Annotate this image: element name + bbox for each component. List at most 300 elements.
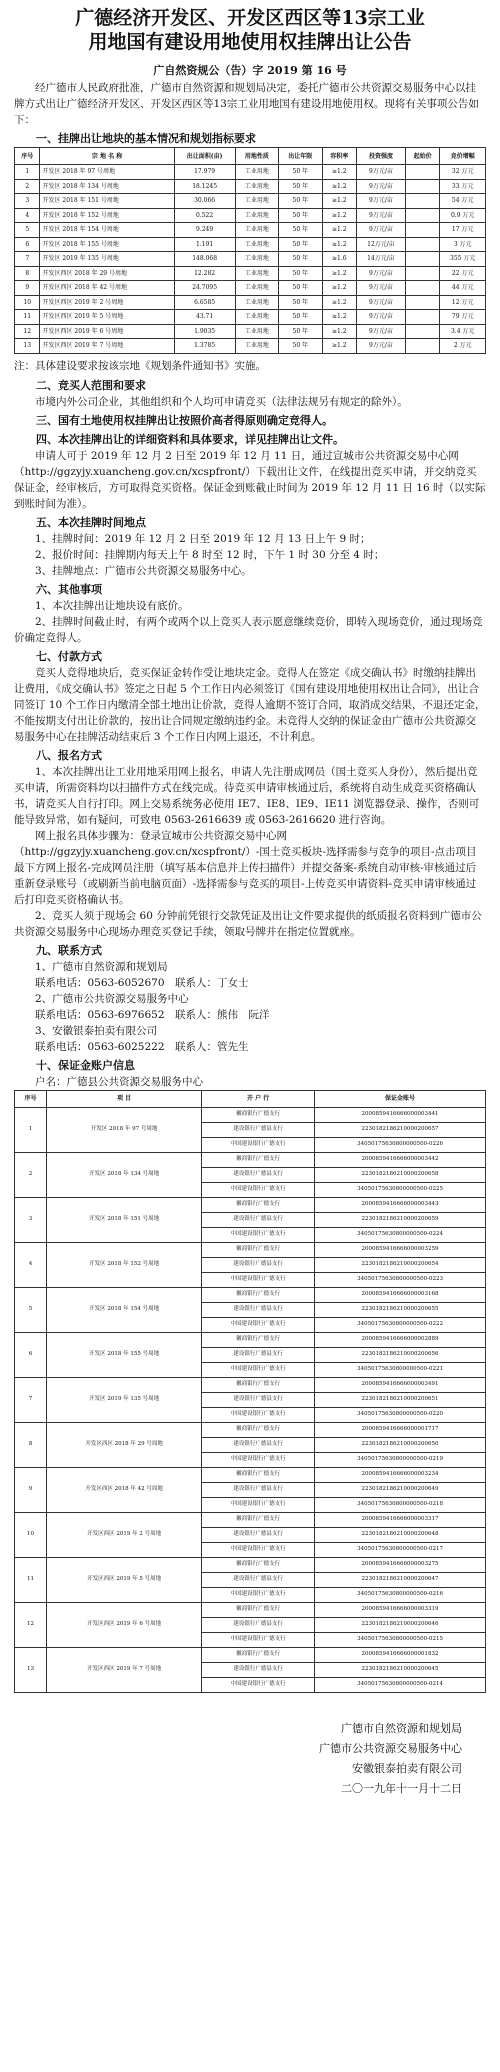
account-number-cell: 2230182186210000200650 xyxy=(315,1437,486,1452)
table-cell: 12.282 xyxy=(174,266,235,281)
bank-name-cell: 徽商银行广德支行 xyxy=(202,1332,315,1347)
table-cell: 工业用地 xyxy=(235,324,278,339)
parcel-table-header-cell: 序号 xyxy=(15,148,40,165)
table-cell: 355 万元 xyxy=(440,252,486,267)
account-group-number: 8 xyxy=(15,1422,47,1467)
table-cell: 50 年 xyxy=(279,208,322,223)
account-number-cell: 2230182186210000200647 xyxy=(315,1572,486,1587)
table-cell: 11 xyxy=(15,310,40,325)
table-cell: 开发区 2018 年 97 号周地 xyxy=(40,165,174,180)
account-number-cell: 2230182186210000200656 xyxy=(315,1347,486,1362)
table-row xyxy=(15,339,486,354)
bank-name-cell: 徽商银行广德支行 xyxy=(202,1242,315,1257)
account-number-cell: 2000859416666000003275 xyxy=(315,1557,486,1572)
table-row xyxy=(15,1242,486,1257)
table-cell: 17 万元 xyxy=(440,223,486,238)
table-cell: ≥1.2 xyxy=(322,237,356,252)
account-group-number: 13 xyxy=(15,1647,47,1692)
table-cell: 开发区 2018 年 155 号周地 xyxy=(40,237,174,252)
bank-name-cell: 中国建设银行广德支行 xyxy=(202,1137,315,1152)
account-number-cell: 2230182186210000200658 xyxy=(315,1167,486,1182)
account-number-cell: 34050175630800000500-0223 xyxy=(315,1272,486,1287)
signoff-org-3: 安徽银泰拍卖有限公司 xyxy=(352,1761,462,1775)
table-cell xyxy=(405,266,439,281)
table-cell xyxy=(405,252,439,267)
account-number-cell: 2000859416666000003491 xyxy=(315,1377,486,1392)
table-cell: 工业用地 xyxy=(235,208,278,223)
table-row xyxy=(15,281,486,296)
table-row xyxy=(15,1647,486,1662)
account-number-cell: 2230182186210000200649 xyxy=(315,1482,486,1497)
table-row xyxy=(15,208,486,223)
account-name: 户名：广德县公共资源交易服务中心 xyxy=(35,1075,203,1088)
account-number-cell: 34050175630800000500-0221 xyxy=(315,1362,486,1377)
table-cell: 开发区 2018 年 152 号周地 xyxy=(40,208,174,223)
section-6-item-2: 2、挂牌时间截止时，有两个或两个以上竞买人表示愿意继续竞价，即转入现场竞价，通过现场竞价确定竞得人。 xyxy=(14,615,483,644)
table-cell: 50 年 xyxy=(279,237,322,252)
account-group-project: 开发区 2018 年 155 号周地 xyxy=(47,1332,202,1377)
account-group-number: 3 xyxy=(15,1197,47,1242)
account-group-number: 7 xyxy=(15,1377,47,1422)
section-5-item-1: 1、挂牌时间：2019 年 12 月 2 日至 2019 年 12 月 13 日上午 9 时； xyxy=(35,532,371,545)
table-cell xyxy=(405,223,439,238)
table-cell: 7 xyxy=(15,252,40,267)
account-number-cell: 2230182186210000200657 xyxy=(315,1122,486,1137)
bank-name-cell: 建设银行广德县支行 xyxy=(202,1302,315,1317)
table-cell: ≥1.2 xyxy=(322,295,356,310)
bank-name-cell: 徽商银行广德支行 xyxy=(202,1152,315,1167)
table-cell: 43.71 xyxy=(174,310,235,325)
table-cell: 0.9 万元 xyxy=(440,208,486,223)
contact-line-1: 1、广德市自然资源和规划局 xyxy=(35,960,168,973)
table-cell: 4 xyxy=(15,208,40,223)
title-line-1: 广德经济开发区、开发区西区等13宗工业 xyxy=(75,7,425,29)
table-cell: 0.522 xyxy=(174,208,235,223)
table-cell: 32 万元 xyxy=(440,165,486,180)
table-row xyxy=(15,1197,486,1212)
table-cell xyxy=(405,324,439,339)
section-6-title: 六、其他事项 xyxy=(36,582,102,596)
table-cell: 8 xyxy=(15,266,40,281)
account-group-number: 4 xyxy=(15,1242,47,1287)
table-row xyxy=(15,324,486,339)
bank-name-cell: 建设银行广德县支行 xyxy=(202,1347,315,1362)
account-number-cell: 2000859416666000001832 xyxy=(315,1647,486,1662)
account-number-cell: 2000859416666000002889 xyxy=(315,1332,486,1347)
bank-name-cell: 中国建设银行广德支行 xyxy=(202,1497,315,1512)
account-table-header xyxy=(15,1090,486,1107)
table-cell: 22 万元 xyxy=(440,266,486,281)
table-cell: 9万元/亩 xyxy=(357,208,406,223)
account-group-project: 开发区 2019 年 135 号周地 xyxy=(47,1377,202,1422)
table-cell: 1.3785 xyxy=(174,339,235,354)
account-number-cell: 2000859416666000003317 xyxy=(315,1512,486,1527)
table-row xyxy=(15,1557,486,1572)
bank-name-cell: 中国建设银行广德支行 xyxy=(202,1407,315,1422)
bank-name-cell: 建设银行广德县支行 xyxy=(202,1212,315,1227)
bank-name-cell: 徽商银行广德支行 xyxy=(202,1197,315,1212)
table-cell: 工业用地 xyxy=(235,310,278,325)
bank-name-cell: 徽商银行广德支行 xyxy=(202,1377,315,1392)
table-cell: 9万元/亩 xyxy=(357,165,406,180)
bank-name-cell: 建设银行广德县支行 xyxy=(202,1437,315,1452)
intro-paragraph: 经广德市人民政府批准，广德市自然资源和规划局决定，委托广德市公共资源交易服务中心以挂牌方式出让广德经济开发区、开发区西区等13宗工业用地国有建设用地使用权。现将有关事项公告如下： xyxy=(14,82,479,126)
parcel-table-header-cell: 宗 地 名 称 xyxy=(40,148,174,165)
table-cell: 2 万元 xyxy=(440,339,486,354)
table-cell xyxy=(405,310,439,325)
bank-name-cell: 中国建设银行广德支行 xyxy=(202,1632,315,1647)
bank-name-cell: 中国建设银行广德支行 xyxy=(202,1182,315,1197)
table-cell: ≥1.2 xyxy=(322,281,356,296)
bank-name-cell: 徽商银行广德支行 xyxy=(202,1557,315,1572)
bank-name-cell: 中国建设银行广德支行 xyxy=(202,1677,315,1692)
contact-line-5: 3、安徽银泰拍卖有限公司 xyxy=(35,1024,158,1037)
bank-name-cell: 建设银行广德县支行 xyxy=(202,1257,315,1272)
table-cell: 9万元/亩 xyxy=(357,223,406,238)
account-number-cell: 2000859416666000003443 xyxy=(315,1197,486,1212)
table-cell: 3.4 万元 xyxy=(440,324,486,339)
account-group-number: 11 xyxy=(15,1557,47,1602)
table-cell: 开发区西区 2018 年 29 号周地 xyxy=(40,266,174,281)
account-table xyxy=(14,1090,486,1693)
table-cell: 50 年 xyxy=(279,223,322,238)
account-number-cell: 34050175630800000500-0220 xyxy=(315,1407,486,1422)
table-cell: 9万元/亩 xyxy=(357,339,406,354)
table-row xyxy=(15,194,486,209)
table-row xyxy=(15,1512,486,1527)
account-table-header-cell: 开 户 行 xyxy=(202,1090,315,1107)
table-cell: 50 年 xyxy=(279,165,322,180)
table-cell: 50 年 xyxy=(279,281,322,296)
table-cell: 开发区西区 2019 年 2 号周地 xyxy=(40,295,174,310)
parcel-table-header-cell: 用地性质 xyxy=(235,148,278,165)
section-9-title: 九、联系方式 xyxy=(36,943,102,957)
table-cell: 50 年 xyxy=(279,194,322,209)
table-cell: 1 xyxy=(15,165,40,180)
account-number-cell: 34050175630800000500-0215 xyxy=(315,1632,486,1647)
bank-name-cell: 建设银行广德县支行 xyxy=(202,1167,315,1182)
section-5-item-2: 2、报价时间：挂牌期内每天上午 8 时至 12 时，下午 1 时 30 分至 4 时； xyxy=(35,548,385,561)
table-cell: 10 xyxy=(15,295,40,310)
table-cell: ≥1.2 xyxy=(322,324,356,339)
bank-name-cell: 中国建设银行广德支行 xyxy=(202,1452,315,1467)
bank-name-cell: 徽商银行广德支行 xyxy=(202,1647,315,1662)
contact-line-4: 联系电话：0563-6976652 联系人：熊伟 阮洋 xyxy=(35,1008,270,1021)
table-cell: 开发区西区 2019 年 6 号周地 xyxy=(40,324,174,339)
table-row xyxy=(15,179,486,194)
table-cell: 工业用地 xyxy=(235,295,278,310)
account-group-project: 开发区西区 2018 年 42 号周地 xyxy=(47,1467,202,1512)
contact-line-3: 2、广德市公共资源交易服务中心 xyxy=(35,992,189,1005)
table-cell: 6 xyxy=(15,237,40,252)
section-1-title: 一、挂牌出让地块的基本情况和规划指标要求 xyxy=(36,132,256,145)
table-cell: ≥1.2 xyxy=(322,165,356,180)
table-cell: 1.9035 xyxy=(174,324,235,339)
table-row xyxy=(15,1287,486,1302)
table-cell xyxy=(405,339,439,354)
notice-title xyxy=(14,6,486,54)
account-number-cell: 2000859416666000003442 xyxy=(315,1152,486,1167)
table-cell: 9万元/亩 xyxy=(357,281,406,296)
section-8-item-1: 1、本次挂牌出让工业用地采用网上报名，申请人先注册成网员（国土竞买人身份），然后提出竞买申请，所需资料均以扫描件方式在线完成。待竞买申请审核通过后，系统将自动生成竞买资格确认书，请竞买人自行打印。网上交易系统务必使用 IE7、IE8、IE9、IE11 浏览器登录、操作，否则可能导致异常，如有疑问，可致电 0563-2616639 或 0563-2616620 进行咨询。 xyxy=(14,765,480,826)
signoff-date: 二〇一九年十一月十二日 xyxy=(341,1781,462,1795)
account-number-cell: 2000859416666000003168 xyxy=(315,1287,486,1302)
table-cell: ≥1.2 xyxy=(322,194,356,209)
table-cell: 9万元/亩 xyxy=(357,179,406,194)
bank-name-cell: 徽商银行广德支行 xyxy=(202,1467,315,1482)
table-cell: 开发区 2018 年 154 号周地 xyxy=(40,223,174,238)
table-row xyxy=(15,266,486,281)
table-cell: 44 万元 xyxy=(440,281,486,296)
account-number-cell: 34050175630800000500-0225 xyxy=(315,1182,486,1197)
table-cell xyxy=(405,208,439,223)
account-group-project: 开发区西区 2019 年 7 号周地 xyxy=(47,1647,202,1692)
account-number-cell: 2230182186210000200655 xyxy=(315,1302,486,1317)
section-8-item-2: 网上报名具体步骤为：登录宣城市公共资源交易中心网（http://ggzyjy.xuancheng.gov.cn/xcspfront/）-国土竞买板块-选择需参与竞争的项目-点击项目最下方网上报名-完成网员注册（填写基本信息并上传扫描件）并提交备案-系统自动审核-审核通过后重新登录账号（或刷新当前电脑页面）-选择需参与竞买的项目-上传竞买申请资料-竞买申请审核通过后打印竞买资格确认书。 xyxy=(14,829,477,906)
table-note: 注：具体建设要求按该宗地《规划条件通知书》实施。 xyxy=(14,359,266,372)
table-cell: 9.249 xyxy=(174,223,235,238)
table-cell: 5 xyxy=(15,223,40,238)
section-6-item-1: 1、本次挂牌出让地块设有底价。 xyxy=(35,599,189,612)
account-table-header-cell: 项 目 xyxy=(47,1090,202,1107)
bank-name-cell: 徽商银行广德支行 xyxy=(202,1602,315,1617)
section-7-title: 七、付款方式 xyxy=(36,649,102,663)
table-row xyxy=(15,165,486,180)
bank-name-cell: 徽商银行广德支行 xyxy=(202,1107,315,1122)
account-number-cell: 2000859416666000003441 xyxy=(315,1107,486,1122)
bank-name-cell: 中国建设银行广德支行 xyxy=(202,1272,315,1287)
account-group-number: 10 xyxy=(15,1512,47,1557)
parcel-table-header-cell: 投资强度 xyxy=(357,148,406,165)
account-number-cell: 2000859416666000003234 xyxy=(315,1467,486,1482)
table-cell: 开发区西区 2019 年 7 号周地 xyxy=(40,339,174,354)
table-cell: 工业用地 xyxy=(235,252,278,267)
account-number-cell: 34050175630800000500-0222 xyxy=(315,1317,486,1332)
bank-name-cell: 建设银行广德县支行 xyxy=(202,1482,315,1497)
section-8-item-3: 2、竞买人须于现场会 60 分钟前凭银行交款凭证及出让文件要求提供的纸质报名资料到广德市公共资源交易服务中心现场办理竞买登记手续，领取号牌并在指定位置就座。 xyxy=(14,909,482,938)
table-cell: ≥1.2 xyxy=(322,208,356,223)
table-row xyxy=(15,1152,486,1167)
table-cell: 9万元/亩 xyxy=(357,295,406,310)
parcel-table-header-cell: 起始价 xyxy=(405,148,439,165)
table-cell: ≥1.6 xyxy=(322,252,356,267)
table-cell: ≥1.2 xyxy=(322,310,356,325)
table-row xyxy=(15,1467,486,1482)
bank-name-cell: 中国建设银行广德支行 xyxy=(202,1542,315,1557)
table-cell: 50 年 xyxy=(279,266,322,281)
table-row xyxy=(15,223,486,238)
table-cell: ≥1.2 xyxy=(322,266,356,281)
bank-name-cell: 建设银行广德县支行 xyxy=(202,1572,315,1587)
account-group-number: 1 xyxy=(15,1107,47,1152)
table-cell: 50 年 xyxy=(279,295,322,310)
table-cell: 79 万元 xyxy=(440,310,486,325)
table-cell: 3 xyxy=(15,194,40,209)
parcel-table-header-cell: 竞价增幅 xyxy=(440,148,486,165)
bank-name-cell: 中国建设银行广德支行 xyxy=(202,1587,315,1602)
bank-name-cell: 建设银行广德县支行 xyxy=(202,1662,315,1677)
table-cell xyxy=(405,237,439,252)
contact-line-6: 联系电话：0563-6025222 联系人：管先生 xyxy=(35,1040,249,1053)
table-row xyxy=(15,1107,486,1122)
table-cell: 6.6585 xyxy=(174,295,235,310)
table-cell: 148.068 xyxy=(174,252,235,267)
account-group-number: 2 xyxy=(15,1152,47,1197)
table-cell: 12 xyxy=(15,324,40,339)
document-number: 广自然资规公（告）字 2019 第 16 号 xyxy=(153,64,347,77)
section-2-text: 市境内外公司企业，其他组织和个人均可申请竞买（法律法规另有规定的除外）。 xyxy=(35,395,408,408)
account-number-cell: 34050175630800000500-0224 xyxy=(315,1227,486,1242)
signoff-org-1: 广德市自然资源和规划局 xyxy=(341,1721,462,1735)
account-table-header-cell: 保证金账号 xyxy=(315,1090,486,1107)
table-row xyxy=(15,252,486,267)
section-3-title: 三、国有土地使用权挂牌出让按照价高者得原则确定竞得人。 xyxy=(36,413,333,427)
table-cell: 30.066 xyxy=(174,194,235,209)
account-number-cell: 2000859416666000001717 xyxy=(315,1422,486,1437)
table-cell: 13 xyxy=(15,339,40,354)
parcel-table xyxy=(14,147,486,354)
bank-name-cell: 建设银行广德县支行 xyxy=(202,1122,315,1137)
table-cell: 50 年 xyxy=(279,252,322,267)
account-number-cell: 34050175630800000500-0218 xyxy=(315,1497,486,1512)
table-cell: 开发区西区 2019 年 5 号周地 xyxy=(40,310,174,325)
bank-name-cell: 建设银行广德县支行 xyxy=(202,1527,315,1542)
table-cell: 50 年 xyxy=(279,324,322,339)
table-cell: 18.1245 xyxy=(174,179,235,194)
bank-name-cell: 徽商银行广德支行 xyxy=(202,1512,315,1527)
table-row xyxy=(15,1332,486,1347)
table-row xyxy=(15,1377,486,1392)
account-number-cell: 2000859416666000003319 xyxy=(315,1602,486,1617)
parcel-table-header-cell: 出让面积(亩) xyxy=(174,148,235,165)
table-cell xyxy=(405,165,439,180)
section-10-title: 十、保证金账户信息 xyxy=(36,1058,135,1072)
table-cell: 9万元/亩 xyxy=(357,194,406,209)
table-cell xyxy=(405,281,439,296)
table-cell: 工业用地 xyxy=(235,194,278,209)
bank-name-cell: 徽商银行广德支行 xyxy=(202,1287,315,1302)
table-cell: 14万元/亩 xyxy=(357,252,406,267)
bank-name-cell: 建设银行广德县支行 xyxy=(202,1392,315,1407)
table-cell: 工业用地 xyxy=(235,165,278,180)
table-row xyxy=(15,1422,486,1437)
table-cell: 24.7095 xyxy=(174,281,235,296)
account-number-cell: 2230182186210000200645 xyxy=(315,1662,486,1677)
table-cell: ≥1.2 xyxy=(322,223,356,238)
contact-line-2: 联系电话：0563-6052670 联系人：丁女士 xyxy=(35,976,249,989)
account-group-project: 开发区 2018 年 97 号周地 xyxy=(47,1107,202,1152)
account-group-project: 开发区西区 2019 年 2 号周地 xyxy=(47,1512,202,1557)
table-cell: ≥1.2 xyxy=(322,339,356,354)
parcel-table-header-cell: 容积率 xyxy=(322,148,356,165)
table-cell: 开发区 2018 年 151 号周地 xyxy=(40,194,174,209)
table-row xyxy=(15,1602,486,1617)
bank-name-cell: 徽商银行广德支行 xyxy=(202,1422,315,1437)
table-row xyxy=(15,310,486,325)
table-cell: 工业用地 xyxy=(235,237,278,252)
account-number-cell: 2230182186210000200648 xyxy=(315,1527,486,1542)
section-5-item-3: 3、挂牌地点：广德市公共资源交易服务中心。 xyxy=(35,564,252,577)
table-cell: 2 xyxy=(15,179,40,194)
account-number-cell: 2230182186210000200646 xyxy=(315,1617,486,1632)
table-cell: 开发区 2018 年 134 号周地 xyxy=(40,179,174,194)
account-group-number: 12 xyxy=(15,1602,47,1647)
signoff-org-2: 广德市公共资源交易服务中心 xyxy=(319,1741,462,1755)
table-cell: 工业用地 xyxy=(235,223,278,238)
table-cell: 12万元/亩 xyxy=(357,237,406,252)
bank-name-cell: 中国建设银行广德支行 xyxy=(202,1227,315,1242)
account-group-number: 6 xyxy=(15,1332,47,1377)
account-number-cell: 2230182186210000200659 xyxy=(315,1212,486,1227)
account-number-cell: 2000859416666000003259 xyxy=(315,1242,486,1257)
table-cell: 3 万元 xyxy=(440,237,486,252)
table-cell: 9万元/亩 xyxy=(357,266,406,281)
section-8-title: 八、报名方式 xyxy=(36,748,102,762)
bank-name-cell: 中国建设银行广德支行 xyxy=(202,1362,315,1377)
account-table-header-cell: 序号 xyxy=(15,1090,47,1107)
table-cell: ≥1.2 xyxy=(322,179,356,194)
account-number-cell: 34050175630800000500-0214 xyxy=(315,1677,486,1692)
section-4-title: 四、本次挂牌出让的详细资料和具体要求，详见挂牌出让文件。 xyxy=(36,432,344,446)
table-cell: 工业用地 xyxy=(235,179,278,194)
table-row xyxy=(15,295,486,310)
title-line-2: 用地国有建设用地使用权挂牌出让公告 xyxy=(88,31,412,53)
account-group-number: 5 xyxy=(15,1287,47,1332)
notice-page xyxy=(0,6,500,2072)
table-cell: 开发区 2019 年 135 号周地 xyxy=(40,252,174,267)
account-group-project: 开发区 2018 年 134 号周地 xyxy=(47,1152,202,1197)
account-number-cell: 2230182186210000200654 xyxy=(315,1257,486,1272)
account-number-cell: 34050175630800000500-0216 xyxy=(315,1587,486,1602)
table-cell: 开发区西区 2018 年 42 号周地 xyxy=(40,281,174,296)
account-group-project: 开发区 2018 年 151 号周地 xyxy=(47,1197,202,1242)
account-group-project: 开发区西区 2019 年 6 号周地 xyxy=(47,1602,202,1647)
account-number-cell: 34050175630800000500-0219 xyxy=(315,1452,486,1467)
section-2-title: 二、竞买人范围和要求 xyxy=(36,378,146,392)
table-cell xyxy=(405,179,439,194)
table-cell: 50 年 xyxy=(279,339,322,354)
account-group-project: 开发区西区 2018 年 29 号周地 xyxy=(47,1422,202,1467)
account-group-project: 开发区 2018 年 154 号周地 xyxy=(47,1287,202,1332)
parcel-table-header-cell: 出让年限 xyxy=(279,148,322,165)
section-4-text: 申请人可于 2019 年 12 月 2 日至 2019 年 12 月 11 日，通过宣城市公共资源交易中心网（http://ggzyjy.xuancheng.gov.cn/xcspfront/）下载出让文件，在线提出竞买申请，并交纳竞买保证金，经审核后，方可取得竞买资格。保证金到账截止时间为 2019 年 12 月 11 日 16 时（以实际到账时间为准）。 xyxy=(14,449,486,510)
table-cell: 9万元/亩 xyxy=(357,324,406,339)
bank-name-cell: 建设银行广德县支行 xyxy=(202,1617,315,1632)
table-cell: 50 年 xyxy=(279,179,322,194)
section-5-title: 五、本次挂牌时间地点 xyxy=(36,515,146,529)
table-cell: 12 万元 xyxy=(440,295,486,310)
table-cell xyxy=(405,295,439,310)
table-cell: 54 万元 xyxy=(440,194,486,209)
parcel-table-header xyxy=(15,148,486,165)
account-table-body xyxy=(15,1107,486,1692)
table-cell: 50 年 xyxy=(279,310,322,325)
account-group-number: 9 xyxy=(15,1467,47,1512)
table-cell: 工业用地 xyxy=(235,339,278,354)
account-number-cell: 34050175630800000500-0226 xyxy=(315,1137,486,1152)
account-group-project: 开发区 2018 年 152 号周地 xyxy=(47,1242,202,1287)
table-cell: 工业用地 xyxy=(235,281,278,296)
account-number-cell: 2230182186210000200651 xyxy=(315,1392,486,1407)
signoff xyxy=(14,1719,462,1799)
parcel-table-body xyxy=(15,165,486,354)
account-group-project: 开发区西区 2019 年 5 号周地 xyxy=(47,1557,202,1602)
table-cell: 工业用地 xyxy=(235,266,278,281)
section-7-text: 竞买人竞得地块后，竞买保证金转作受让地块定金。竞得人在签定《成交确认书》时缴纳挂牌出让费用，《成交确认书》签定之日起 5 个工作日内必须签订《国有建设用地使用权出让合同》，出让合同签订 10 个工作日内缴清全部土地出让价款，竞得人逾期不签订合同，取消成交结果，不退还定金，不能按期支付出让价款的，按出让合同规定缴纳违约金。未竞得人交纳的保证金由广德市公共资源交易服务中心在挂牌活动结束后 3 个工作日内网上退还，不计利息。 xyxy=(14,666,486,743)
table-cell: 33 万元 xyxy=(440,179,486,194)
table-cell: 1.191 xyxy=(174,237,235,252)
table-row xyxy=(15,237,486,252)
